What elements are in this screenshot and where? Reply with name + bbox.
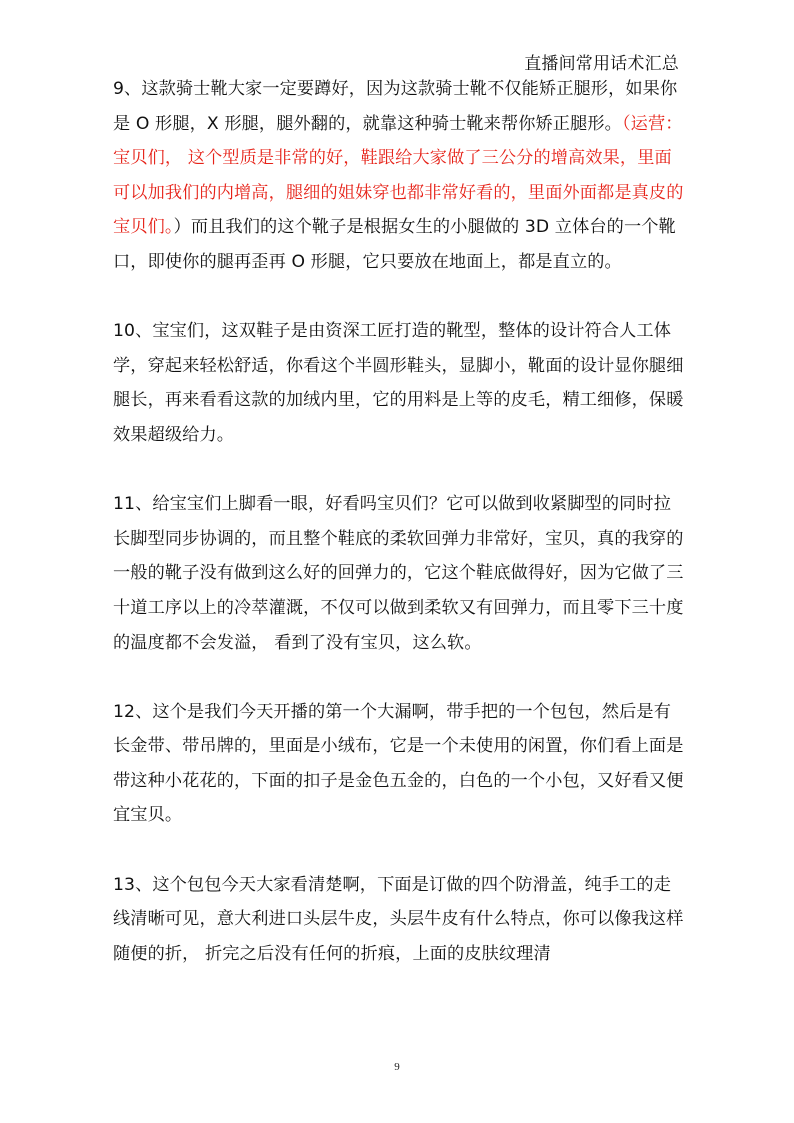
paragraph-9-text-after: ）而且我们的这个靴子是根据女生的小腿做的 3D 立体台的一个靴口，即使你的腿再歪再 O 形腿，它只要放在地面上，都是直立的。 xyxy=(113,217,676,272)
document-body xyxy=(113,72,688,1006)
paragraph-9-text-before: 9、这款骑士靴大家一定要蹲好，因为这款骑士靴不仅能矫正腿形，如果你是 O 形腿，X 形腿，腿外翻的，就靠这种骑士靴来帮你矫正腿形。 xyxy=(113,79,678,134)
paragraph-12: 12、这个是我们今天开播的第一个大漏啊，带手把的一个包包，然后是有长金带、带吊牌的，里面是小绒布，它是一个未使用的闲置，你们看上面是带这种小花花的，下面的扣子是金色五金的，白色的一个小包，又好看又便宜宝贝。 xyxy=(113,701,684,826)
document-header-title: 直播间常用话术汇总 xyxy=(524,54,679,74)
page-number: 9 xyxy=(394,1061,400,1073)
paragraph-9 xyxy=(113,72,688,280)
paragraph-10: 10、宝宝们，这双鞋子是由资深工匠打造的靴型，整体的设计符合人工体学，穿起来轻松舒适，你看这个半圆形鞋头，显脚小，靴面的设计显你腿细腿长，再来看看这款的加绒内里，它的用料是上等的皮毛，精工细修，保暖效果超级给力。 xyxy=(113,321,684,445)
paragraph-13: 13、这个包包今天大家看清楚啊，下面是订做的四个防滑盖，纯手工的走线清晰可见，意大利进口头层牛皮，头层牛皮有什么特点，你可以像我这样随便的折， 折完之后没有任何的折痕，上面的皮肤纹理清 xyxy=(113,874,684,964)
paragraph-11: 11、给宝宝们上脚看一眼，好看吗宝贝们？它可以做到收紧脚型的同时拉长脚型同步协调的，而且整个鞋底的柔软回弹力非常好，宝贝，真的我穿的一般的靴子没有做到这么好的回弹力的，它这个鞋底做得好，因为它做了三十道工序以上的冷萃灌溉，不仅可以做到柔软又有回弹力，而且零下三十度的温度都不会发溢， 看到了没有宝贝，这么软。 xyxy=(113,494,684,653)
paragraph-9-operations-note: （运营：宝贝们， 这个型质是非常的好，鞋跟给大家做了三公分的增高效果，里面可以加我们的内增高，腿细的姐妹穿也都非常好看的，里面外面都是真皮的宝贝们。 xyxy=(113,113,684,238)
